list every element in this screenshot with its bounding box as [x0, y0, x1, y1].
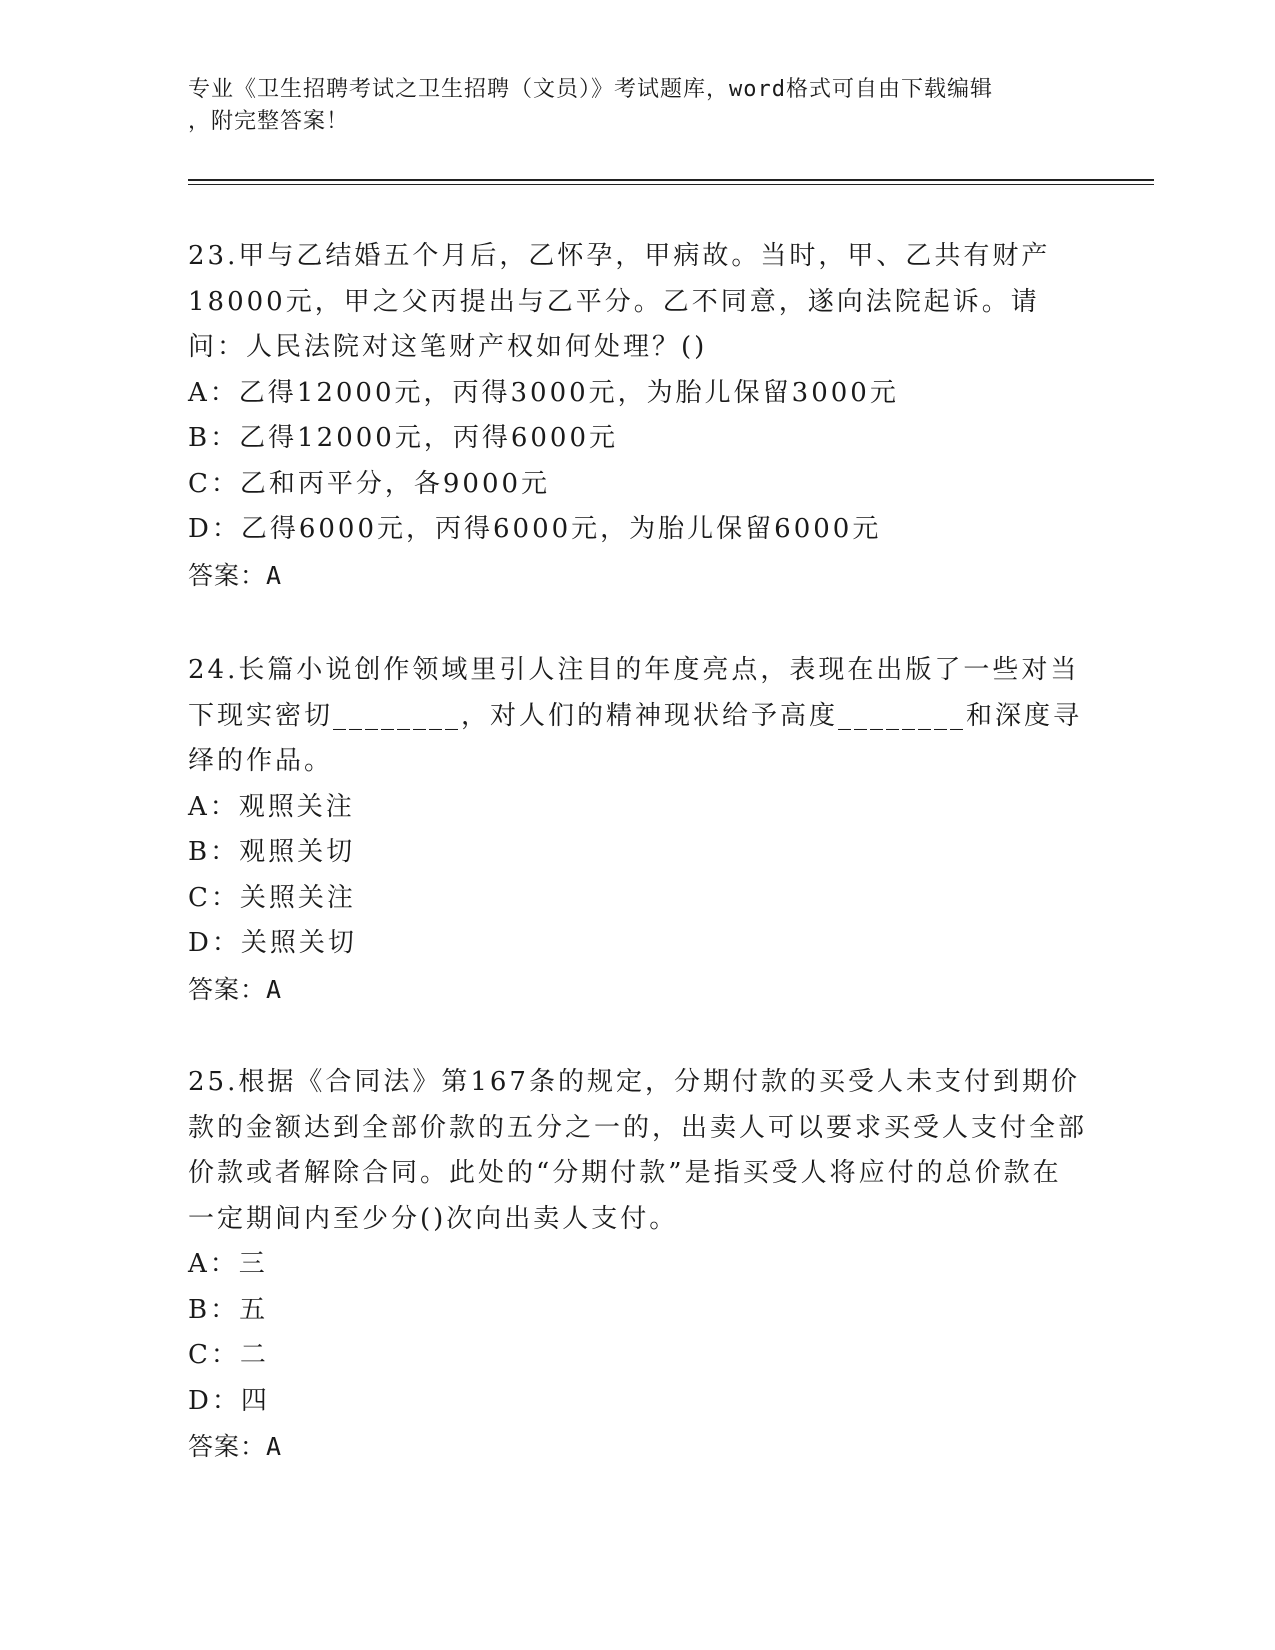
option-a: A：三: [188, 1249, 268, 1279]
option-c: C：关照关注: [188, 882, 356, 913]
question-text: 25.根据《合同法》第167条的规定，分期付款的买受人未支付到期价款的金额达到全部价款的五分之一的，出卖人可以要求买受人支付全部价款或者解除合同。此处的“分期付款”是指买受人将应付的总价款在一定期间内至少分()次向出卖人支付。: [188, 1067, 1088, 1234]
answer-label: 答案：A: [188, 560, 283, 590]
header-divider-thin: [188, 184, 1154, 185]
question-24: [188, 648, 1088, 1012]
option-b: B：观照关切: [188, 837, 356, 867]
header-line-2: ，附完整答案！: [188, 109, 350, 134]
header-divider-thick: [188, 179, 1154, 181]
option-c: C：乙和丙平分，各9000元: [188, 468, 551, 499]
question-25: [188, 1060, 1088, 1470]
header-line-1: 专业《卫生招聘考试之卫生招聘（文员）》考试题库，word格式可自由下载编辑: [188, 77, 993, 102]
option-d: D：关照关切: [188, 928, 357, 958]
document-header: [188, 74, 1088, 138]
question-text: 24.长篇小说创作领域里引人注目的年度亮点，表现在出版了一些对当下现实密切________，对人们的精神现状给予高度________和深度寻绎的作品。: [188, 655, 1083, 776]
option-b: B：五: [188, 1294, 269, 1325]
question-23: [188, 234, 1088, 598]
question-text: 23.甲与乙结婚五个月后，乙怀孕，甲病故。当时，甲、乙共有财产18000元，甲之父丙提出与乙平分。乙不同意，遂向法院起诉。请问：人民法院对这笔财产权如何处理？(): [188, 241, 1051, 362]
option-d: D：四: [188, 1385, 270, 1416]
option-c: C：二: [188, 1340, 269, 1370]
option-a: A：观照关注: [188, 791, 355, 822]
answer-label: 答案：A: [188, 974, 283, 1004]
option-b: B：乙得12000元，丙得6000元: [188, 423, 618, 453]
option-d: D：乙得6000元，丙得6000元，为胎儿保留6000元: [188, 514, 882, 544]
answer-label: 答案：A: [188, 1432, 283, 1461]
option-a: A：乙得12000元，丙得3000元，为胎儿保留3000元: [188, 377, 899, 408]
